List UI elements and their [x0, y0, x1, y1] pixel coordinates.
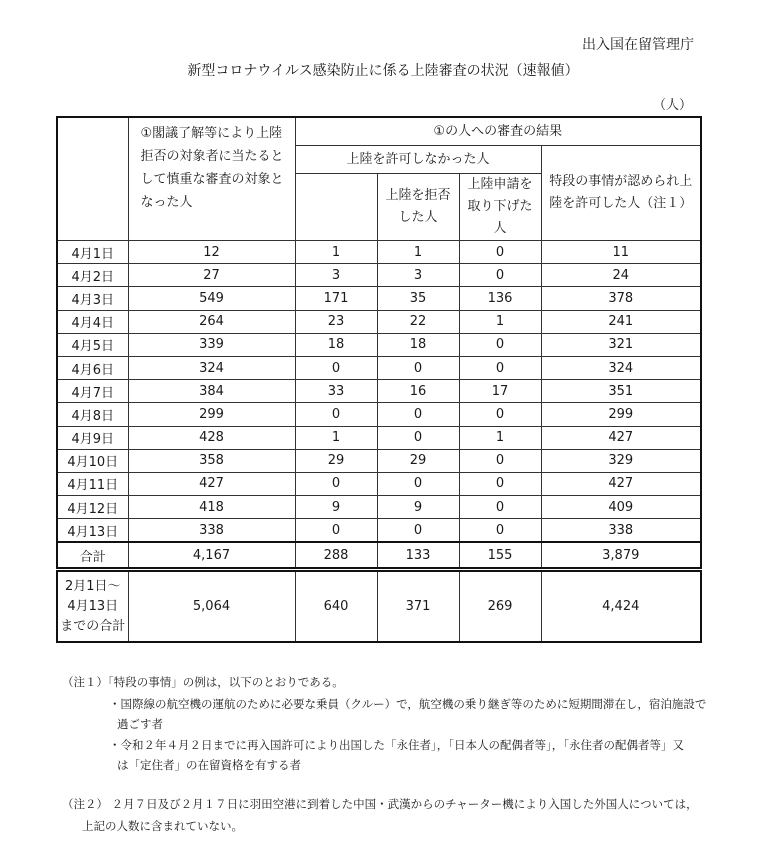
- cell-date: 4月8日: [57, 403, 128, 426]
- cell-refused: 1: [377, 241, 459, 264]
- cell-refused: 0: [377, 519, 459, 543]
- note1-bullet2-line1: ・令和２年４月２日までに再入国許可により出国した「永住者」，「日本人の配偶者等」，「永住者の配偶者等」又: [109, 738, 684, 752]
- subject-header: ①閣議了解等により上陸拒否の対象者に当たるとして慎重な審査の対象となった人: [128, 117, 295, 241]
- cell-not-permitted: 0: [295, 356, 377, 379]
- cell-date: 4月7日: [57, 380, 128, 403]
- note1-bullet1: [109, 694, 709, 734]
- cell-date: 4月2日: [57, 264, 128, 287]
- cell-subject: 549: [128, 287, 295, 310]
- cell-refused: 29: [377, 449, 459, 472]
- cell-special: 329: [541, 449, 701, 472]
- table-row: [57, 310, 701, 333]
- cell-special: 299: [541, 403, 701, 426]
- cell-subject: 428: [128, 426, 295, 449]
- table-row: [57, 333, 701, 356]
- cell-not-permitted: 0: [295, 519, 377, 543]
- not-permitted-subheader-empty: [295, 174, 377, 241]
- cell-special: 409: [541, 496, 701, 519]
- table-row: [57, 426, 701, 449]
- cell-not-permitted: 0: [295, 472, 377, 495]
- cell-subject: 299: [128, 403, 295, 426]
- cumulative-label-line1: 2月1日～: [64, 578, 121, 594]
- cell-withdrawn: 0: [459, 496, 541, 519]
- cell-subject: 324: [128, 356, 295, 379]
- result-group-header: ①の人への審査の結果: [295, 117, 701, 146]
- cumulative-table: [56, 570, 702, 643]
- cell-refused: 0: [377, 356, 459, 379]
- total-special: 3,879: [541, 542, 701, 568]
- table-row: [57, 403, 701, 426]
- cell-subject: 418: [128, 496, 295, 519]
- cell-refused: 0: [377, 426, 459, 449]
- cell-special: 427: [541, 472, 701, 495]
- cell-withdrawn: 0: [459, 519, 541, 543]
- cell-withdrawn: 0: [459, 403, 541, 426]
- cell-refused: 18: [377, 333, 459, 356]
- cumulative-refused: 371: [377, 571, 459, 642]
- table-row: [57, 472, 701, 495]
- note1-bullet1-line2: 過ごす者: [117, 717, 163, 731]
- note2-line1: （注２） ２月７日及び２月１７日に羽田空港に到着した中国・武漢からのチャーター機により入国した外国人については，: [62, 797, 698, 811]
- cell-subject: 339: [128, 333, 295, 356]
- cell-subject: 358: [128, 449, 295, 472]
- cumulative-withdrawn: 269: [459, 571, 541, 642]
- cell-subject: 12: [128, 241, 295, 264]
- cell-subject: 427: [128, 472, 295, 495]
- cell-not-permitted: 18: [295, 333, 377, 356]
- cell-not-permitted: 0: [295, 403, 377, 426]
- cell-special: 24: [541, 264, 701, 287]
- cell-withdrawn: 0: [459, 356, 541, 379]
- total-label: 合計: [57, 542, 128, 568]
- cell-date: 4月9日: [57, 426, 128, 449]
- cell-date: 4月12日: [57, 496, 128, 519]
- cumulative-not-permitted: 640: [295, 571, 377, 642]
- cell-date: 4月10日: [57, 449, 128, 472]
- cell-withdrawn: 0: [459, 472, 541, 495]
- cell-not-permitted: 33: [295, 380, 377, 403]
- cell-date: 4月11日: [57, 472, 128, 495]
- table-row: [57, 287, 701, 310]
- note1-bullet1-line1: ・国際線の航空機の運航のために必要な乗員（クルー）で，航空機の乗り継ぎ等のために短期間滞在し，宿泊施設で: [109, 697, 707, 711]
- cell-refused: 22: [377, 310, 459, 333]
- refused-header: 上陸を拒否した人: [377, 174, 459, 241]
- table-row: [57, 356, 701, 379]
- note1-title: （注１）「特段の事情」の例は，以下のとおりである。: [62, 675, 344, 689]
- cumulative-special: 4,424: [541, 571, 701, 642]
- cell-special: 11: [541, 241, 701, 264]
- cell-subject: 338: [128, 519, 295, 543]
- table-row: [57, 496, 701, 519]
- page-title: 新型コロナウイルス感染防止に係る上陸審査の状況（速報値）: [187, 63, 579, 79]
- cell-not-permitted: 23: [295, 310, 377, 333]
- cumulative-label-line3: までの合計: [60, 618, 126, 634]
- cell-withdrawn: 136: [459, 287, 541, 310]
- cell-not-permitted: 1: [295, 426, 377, 449]
- cell-special: 427: [541, 426, 701, 449]
- cumulative-subject: 5,064: [128, 571, 295, 642]
- cumulative-label: [57, 571, 128, 642]
- table-row: [57, 264, 701, 287]
- cell-special: 338: [541, 519, 701, 543]
- date-header-cell: [57, 117, 128, 241]
- cell-withdrawn: 1: [459, 426, 541, 449]
- cell-refused: 0: [377, 403, 459, 426]
- withdrawn-header: 上陸申請を取り下げた人: [459, 174, 541, 241]
- special-header: 特段の事情が認められ上陸を許可した人（注１）: [541, 146, 701, 241]
- cell-not-permitted: 29: [295, 449, 377, 472]
- cell-withdrawn: 0: [459, 333, 541, 356]
- total-not-permitted: 288: [295, 542, 377, 568]
- table-row: [57, 380, 701, 403]
- cell-date: 4月4日: [57, 310, 128, 333]
- organization-name: 出入国在留管理庁: [582, 37, 694, 53]
- table-row: [57, 241, 701, 264]
- cell-not-permitted: 171: [295, 287, 377, 310]
- cell-date: 4月3日: [57, 287, 128, 310]
- total-refused: 133: [377, 542, 459, 568]
- cell-withdrawn: 1: [459, 310, 541, 333]
- cell-special: 321: [541, 333, 701, 356]
- table-row: [57, 519, 701, 543]
- cell-subject: 27: [128, 264, 295, 287]
- cell-not-permitted: 9: [295, 496, 377, 519]
- cell-withdrawn: 0: [459, 241, 541, 264]
- cell-special: 324: [541, 356, 701, 379]
- cell-special: 378: [541, 287, 701, 310]
- cumulative-label-line2: 4月13日: [67, 598, 119, 614]
- note1-bullet2: [109, 735, 709, 775]
- cell-special: 241: [541, 310, 701, 333]
- cell-refused: 3: [377, 264, 459, 287]
- cell-date: 4月6日: [57, 356, 128, 379]
- cell-date: 4月1日: [57, 241, 128, 264]
- note2: [62, 793, 722, 837]
- cell-date: 4月13日: [57, 519, 128, 543]
- cell-refused: 9: [377, 496, 459, 519]
- cell-withdrawn: 0: [459, 449, 541, 472]
- cell-special: 351: [541, 380, 701, 403]
- cell-withdrawn: 0: [459, 264, 541, 287]
- cell-date: 4月5日: [57, 333, 128, 356]
- cell-not-permitted: 1: [295, 241, 377, 264]
- cell-subject: 264: [128, 310, 295, 333]
- unit-label: （人）: [652, 98, 692, 113]
- table-row: [57, 449, 701, 472]
- cell-refused: 16: [377, 380, 459, 403]
- cell-refused: 35: [377, 287, 459, 310]
- cell-withdrawn: 17: [459, 380, 541, 403]
- note2-line2: 上記の人数に含まれていない。: [82, 819, 243, 833]
- daily-table: [56, 116, 702, 569]
- total-withdrawn: 155: [459, 542, 541, 568]
- cell-subject: 384: [128, 380, 295, 403]
- cell-not-permitted: 3: [295, 264, 377, 287]
- not-permitted-header: 上陸を許可しなかった人: [295, 146, 541, 174]
- total-row: [57, 542, 701, 568]
- cell-refused: 0: [377, 472, 459, 495]
- total-subject: 4,167: [128, 542, 295, 568]
- note1-bullet2-line2: は「定住者」の在留資格を有する者: [117, 758, 301, 772]
- cumulative-row: [57, 571, 701, 642]
